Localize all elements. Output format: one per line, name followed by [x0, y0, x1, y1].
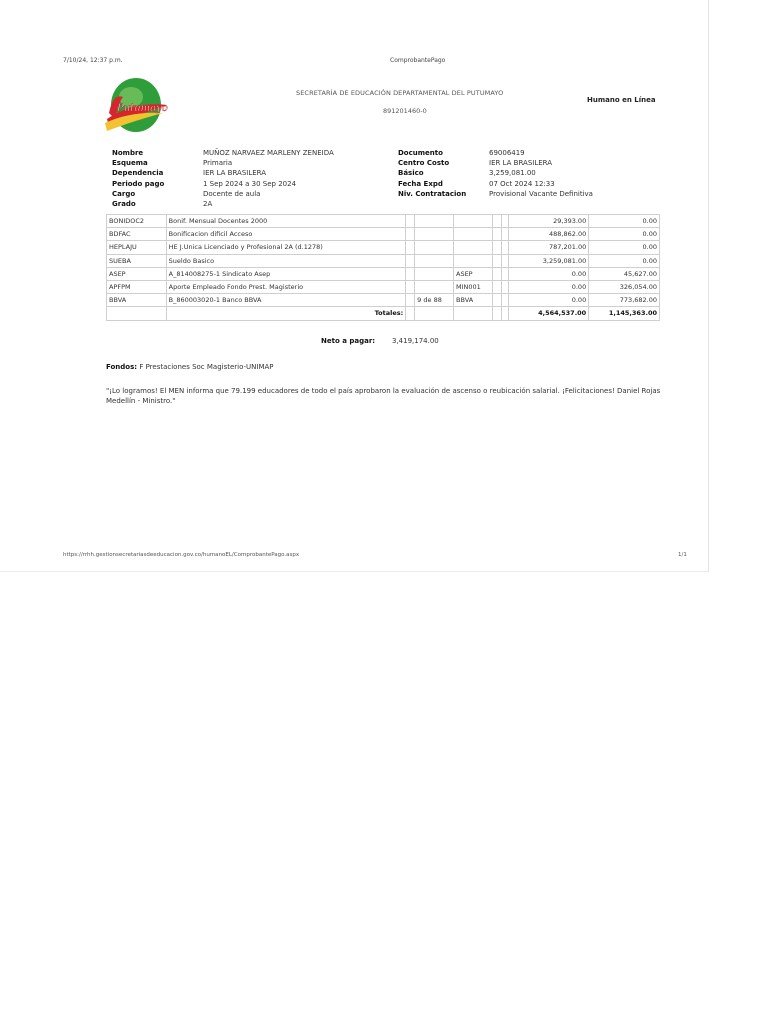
employee-left-values: [203, 148, 393, 214]
concept-code: SUEBA: [107, 254, 167, 267]
fondos-line: [106, 363, 274, 371]
institution-title: SECRETARÍA DE EDUCACIÓN DEPARTAMENTAL DEL PUTUMAYO: [296, 89, 504, 97]
concept-deducido: 45,627.00: [589, 267, 660, 280]
label-fecha-expd: Fecha Expd: [398, 179, 443, 188]
concept-code: BDFAC: [107, 228, 167, 241]
concept-devengado: 0.00: [508, 267, 589, 280]
table-row: [107, 254, 660, 267]
concept-deducido: 0.00: [589, 215, 660, 228]
concept-period: 9 de 88: [415, 294, 454, 307]
concept-code: APFPM: [107, 280, 167, 293]
fondos-label: Fondos:: [106, 363, 138, 371]
value-periodo-pago: 1 Sep 2024 a 30 Sep 2024: [203, 179, 297, 188]
putumayo-logo: [103, 75, 169, 139]
label-cargo: Cargo: [112, 189, 136, 198]
concept-devengado: 0.00: [508, 294, 589, 307]
total-deducido: 1,145,363.00: [589, 307, 660, 320]
concept-devengado: 787,201.00: [508, 241, 589, 254]
employee-right-labels: [398, 148, 483, 199]
concept-period: [415, 228, 454, 241]
concept-deducido: 0.00: [589, 228, 660, 241]
total-devengado: 4,564,537.00: [508, 307, 589, 320]
value-fecha-expd: 07 Oct 2024 12:33: [489, 179, 555, 188]
concept-entity: [454, 228, 493, 241]
concept-description: Aporte Empleado Fondo Prest. Magisterio: [166, 280, 406, 293]
label-nombre: Nombre: [112, 149, 144, 157]
table-row: [107, 280, 660, 293]
concept-period: [415, 241, 454, 254]
employee-left-labels: [112, 148, 197, 214]
concept-entity: [454, 215, 493, 228]
concept-period: [415, 254, 454, 267]
label-grado: Grado: [112, 199, 136, 208]
concept-entity: ASEP: [454, 267, 493, 280]
value-dependencia: IER LA BRASILERA: [203, 169, 267, 178]
value-cargo: Docente de aula: [203, 189, 261, 198]
table-row: [107, 267, 660, 280]
label-niv-contratacion: Niv. Contratacion: [398, 189, 467, 198]
totals-row: [107, 307, 660, 320]
table-row: [107, 294, 660, 307]
table-row: [107, 241, 660, 254]
concept-description: HE J.Unica Licenciado y Profesional 2A (d.1278): [166, 241, 406, 254]
concept-devengado: 488,862.00: [508, 228, 589, 241]
print-page-name: ComprobantePago: [390, 57, 446, 64]
fondos-value: F Prestaciones Soc Magisterio-UNIMAP: [139, 363, 274, 371]
concept-deducido: 0.00: [589, 241, 660, 254]
value-basico: 3,259,081.00: [489, 169, 536, 178]
concept-deducido: 0.00: [589, 254, 660, 267]
totals-label: Totales:: [166, 307, 406, 320]
label-documento: Documento: [398, 149, 443, 157]
concept-entity: [454, 254, 493, 267]
concept-entity: BBVA: [454, 294, 493, 307]
neto-value: 3,419,174.00: [392, 337, 439, 345]
concept-description: Sueldo Basico: [166, 254, 406, 267]
system-brand: Humano en Línea: [587, 96, 656, 104]
concept-code: HEPLAJU: [107, 241, 167, 254]
value-niv-contratacion: Provisional Vacante Definitiva: [489, 189, 593, 198]
concept-description: Bonificacion dificil Acceso: [166, 228, 406, 241]
table-row: [107, 215, 660, 228]
value-grado: 2A: [203, 199, 213, 208]
concept-devengado: 0.00: [508, 280, 589, 293]
concept-deducido: 326,054.00: [589, 280, 660, 293]
print-datetime: 7/10/24, 12:37 p.m.: [63, 57, 123, 64]
value-nombre: MUÑOZ NARVAEZ MARLENY ZENEIDA: [203, 149, 334, 157]
print-page-count: 1/1: [678, 552, 687, 558]
neto-label: Neto a pagar:: [321, 337, 376, 345]
concept-period: [415, 267, 454, 280]
print-url: https://rrhh.gestionsecretariasdeeducacion.gov.co/humanoEL/ComprobantePago.aspx: [63, 552, 300, 558]
value-documento: 69006419: [489, 149, 525, 157]
label-periodo-pago: Periodo pago: [112, 179, 165, 188]
label-basico: Básico: [398, 169, 424, 178]
svg-text:Putumayo: Putumayo: [117, 103, 168, 114]
concept-description: A_814008275-1 Sindicato Asep: [166, 267, 406, 280]
concept-deducido: 773,682.00: [589, 294, 660, 307]
concept-entity: [454, 241, 493, 254]
ministry-message: "¡Lo logramos! El MEN informa que 79.199 educadores de todo el país aprobaron la evaluación de ascenso o reubicación salarial. ¡Felicitaciones! Daniel Rojas Medellín - Ministro.": [106, 387, 661, 405]
concept-code: BBVA: [107, 294, 167, 307]
table-row: [107, 228, 660, 241]
value-esquema: Primaria: [203, 159, 233, 168]
concept-code: BONIDOC2: [107, 215, 167, 228]
employee-right-values: [489, 148, 669, 199]
concept-description: Bonif. Mensual Docentes 2000: [166, 215, 406, 228]
concepts-table: [106, 214, 660, 321]
concept-description: B_860003020-1 Banco BBVA: [166, 294, 406, 307]
label-centro-costo: Centro Costo: [398, 159, 450, 168]
label-dependencia: Dependencia: [112, 169, 164, 178]
concept-period: [415, 280, 454, 293]
institution-nit: 891201460-0: [383, 107, 427, 115]
label-esquema: Esquema: [112, 159, 148, 168]
concept-period: [415, 215, 454, 228]
concept-entity: MIN001: [454, 280, 493, 293]
concept-devengado: 3,259,081.00: [508, 254, 589, 267]
concept-devengado: 29,393.00: [508, 215, 589, 228]
concept-code: ASEP: [107, 267, 167, 280]
value-centro-costo: IER LA BRASILERA: [489, 159, 553, 168]
